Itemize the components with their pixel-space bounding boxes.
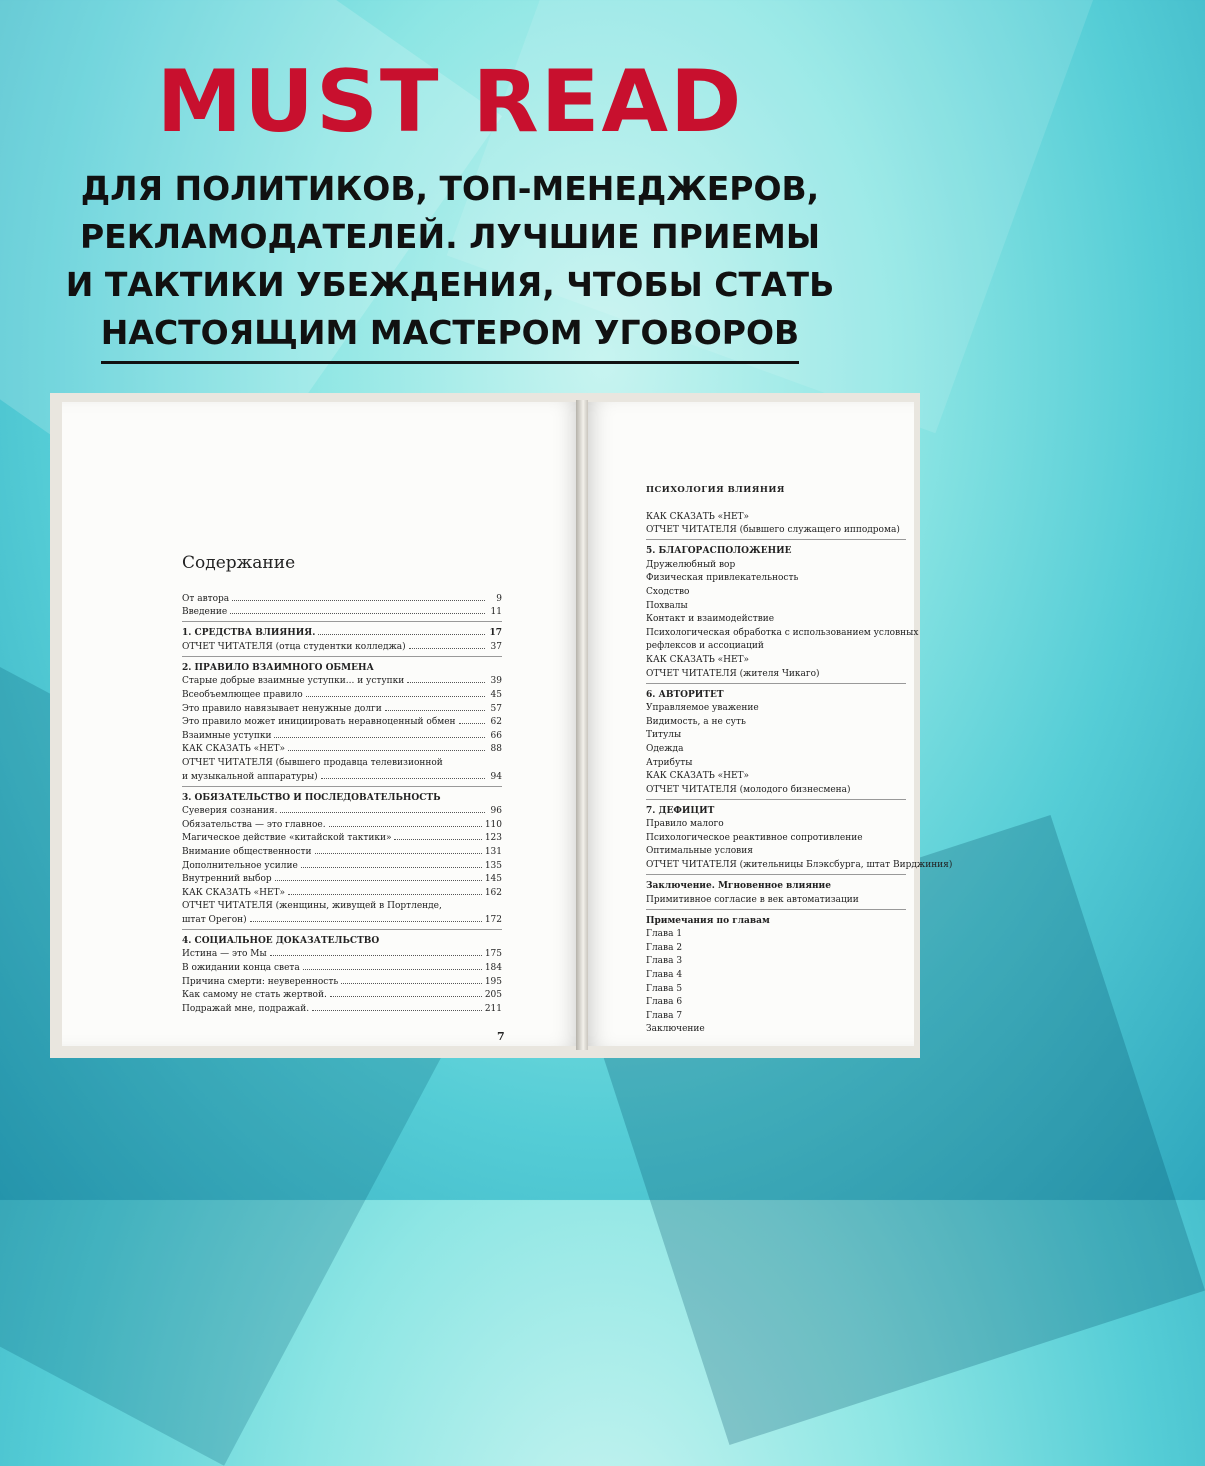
toc-section-heading [646, 683, 906, 700]
toc-page-number: 145 [484, 874, 502, 885]
toc-entry-title: Это правило может инициировать неравноценный обмен [182, 717, 456, 728]
toc-entry-title: От автора [182, 593, 230, 604]
toc-dot-leader [250, 921, 482, 922]
toc-entry [646, 740, 906, 754]
toc-entry [182, 714, 502, 728]
toc-dot-leader [301, 867, 482, 868]
toc-entry [182, 754, 502, 768]
page-number: 7 [497, 1030, 505, 1043]
toc-entry-title: Как самому не стать жертвой. [182, 990, 327, 1001]
toc-page-number: 211 [484, 1003, 502, 1014]
toc-entry [646, 966, 906, 980]
toc-entry-title: Обязательства — это главное. [182, 819, 326, 830]
toc-dot-leader [394, 839, 481, 840]
toc-dot-leader [321, 778, 485, 779]
toc-page-number: 17 [489, 628, 502, 639]
toc-entry [646, 768, 906, 782]
toc-entry-title: Глава 4 [646, 970, 683, 981]
toc-entry [646, 700, 906, 714]
toc-dot-leader [270, 955, 482, 956]
toc-dot-leader [288, 894, 482, 895]
toc-entry-title: Психологическая обработка с использованием условных [646, 627, 919, 638]
toc-entry-title: ОТЧЕТ ЧИТАТЕЛЯ (бывшего продавца телевизионной [182, 757, 443, 768]
toc-page-number: 172 [484, 914, 502, 925]
toc-entry-title: Примечания по главам [646, 915, 770, 926]
toc-entry-title: ОТЧЕТ ЧИТАТЕЛЯ (жительницы Блэксбурга, штат Вирджиния) [646, 860, 953, 871]
toc-dot-leader [329, 826, 482, 827]
toc-entry [182, 884, 502, 898]
toc-entry [646, 980, 906, 994]
toc-entry-title: Видимость, а не суть [646, 716, 746, 727]
toc-section-heading [646, 909, 906, 926]
must-read-headline: MUST READ [156, 52, 744, 152]
toc-entry-title: Дружелюбный вор [646, 559, 736, 570]
toc-entry-title: ОТЧЕТ ЧИТАТЕЛЯ (женщины, живущей в Портленде, [182, 901, 442, 912]
toc-entry [182, 803, 502, 817]
toc-entry-title: Титулы [646, 730, 682, 741]
toc-entry [646, 1021, 906, 1035]
toc-entry-title: КАК СКАЗАТЬ «НЕТ» [646, 771, 750, 782]
toc-entry-title: штат Орегон) [182, 914, 247, 925]
toc-section-heading [646, 799, 906, 816]
toc-entry-title: Глава 5 [646, 983, 683, 994]
toc-entry [182, 590, 502, 604]
toc-dot-leader [407, 682, 485, 683]
toc-entry-title: Причина смерти: неуверенность [182, 976, 339, 987]
toc-page-number: 135 [484, 860, 502, 871]
toc-entry-title: Сходство [646, 586, 690, 597]
toc-entry [182, 727, 502, 741]
toc-entry [646, 556, 906, 570]
toc-page-number: 96 [490, 806, 502, 817]
toc-dot-leader [318, 634, 485, 635]
toc-entry-title: Глава 6 [646, 997, 683, 1008]
toc-entry-title: ОТЧЕТ ЧИТАТЕЛЯ (жителя Чикаго) [646, 668, 820, 679]
toc-entry-title: КАК СКАЗАТЬ «НЕТ» [646, 511, 750, 522]
toc-dot-leader [312, 1010, 482, 1011]
toc-entry-title: Правило малого [646, 819, 724, 830]
toc-entry-title: Всеобъемлющее правило [182, 689, 303, 700]
toc-entry [646, 713, 906, 727]
toc-dot-leader [385, 710, 485, 711]
toc-page-number: 88 [490, 744, 502, 755]
toc-entry-title: Контакт и взаимодействие [646, 614, 775, 625]
toc-entry-title: ОТЧЕТ ЧИТАТЕЛЯ (молодого бизнесмена) [646, 784, 851, 795]
toc-entry-title: Глава 7 [646, 1010, 683, 1021]
toc-entry [646, 891, 906, 905]
toc-entry-title: Внимание общественности [182, 846, 312, 857]
toc-entry [646, 570, 906, 584]
toc-left-column [182, 590, 502, 1014]
toc-dot-leader [274, 737, 485, 738]
toc-dot-leader [306, 696, 485, 697]
running-head: ПСИХОЛОГИЯ ВЛИЯНИЯ [646, 485, 785, 495]
toc-dot-leader [459, 723, 485, 724]
toc-entry [646, 611, 906, 625]
toc-page-number: 195 [484, 976, 502, 987]
toc-entry-title: КАК СКАЗАТЬ «НЕТ» [182, 887, 286, 898]
toc-entry-title: КАК СКАЗАТЬ «НЕТ» [646, 654, 750, 665]
toc-section-heading [646, 539, 906, 556]
toc-entry-title: Старые добрые взаимные уступки... и уступки [182, 676, 405, 687]
toc-entry [182, 816, 502, 830]
toc-entry [182, 857, 502, 871]
toc-entry [646, 953, 906, 967]
toc-entry [646, 939, 906, 953]
toc-entry [182, 898, 502, 912]
toc-right-column [646, 485, 953, 1035]
toc-entry [646, 665, 906, 679]
book-spine-gutter [576, 400, 588, 1050]
toc-entry-title: 3. ОБЯЗАТЕЛЬСТВО И ПОСЛЕДОВАТЕЛЬНОСТЬ [182, 792, 441, 803]
toc-page-number: 123 [484, 833, 502, 844]
toc-entry [646, 856, 953, 871]
toc-page-number: 9 [496, 593, 502, 604]
toc-dot-leader [341, 983, 482, 984]
toc-page-number: 131 [484, 846, 502, 857]
toc-entry-title: Заключение [646, 1024, 705, 1035]
toc-entry-title: Глава 2 [646, 942, 683, 953]
toc-entry [646, 843, 906, 857]
toc-page-number: 62 [490, 717, 502, 728]
toc-entry [182, 843, 502, 857]
toc-entry-title: 5. БЛАГОРАСПОЛОЖЕНИЕ [646, 546, 792, 557]
toc-dot-leader [315, 853, 482, 854]
toc-page-number: 39 [490, 676, 502, 687]
toc-dot-leader [330, 996, 482, 997]
toc-entry-title: рефлексов и ассоциаций [646, 641, 764, 652]
toc-entry-title: 1. СРЕДСТВА ВЛИЯНИЯ. [182, 628, 316, 639]
toc-entry-title: Оптимальные условия [646, 846, 753, 857]
toc-entry [646, 727, 906, 741]
toc-entry-title: Физическая привлекательность [646, 573, 799, 584]
toc-entry-title: 7. ДЕФИЦИТ [646, 805, 715, 816]
toc-entry-title: Это правило навязывает ненужные долги [182, 703, 382, 714]
toc-entry [646, 754, 906, 768]
toc-page-number: 11 [490, 607, 502, 618]
toc-entry-title: Похвалы [646, 600, 688, 611]
toc-entry-title: Управляемое уважение [646, 703, 759, 714]
toc-entry [182, 604, 502, 618]
toc-entry [646, 816, 906, 830]
toc-page-number: 45 [490, 689, 502, 700]
toc-entry [182, 741, 502, 755]
toc-entry [182, 871, 502, 885]
toc-entry [646, 1007, 906, 1021]
toc-section-heading [182, 621, 502, 638]
toc-dot-leader [230, 613, 485, 614]
toc-dot-leader [232, 600, 485, 601]
promo-line: И ТАКТИКИ УБЕЖДЕНИЯ, ЧТОБЫ СТАТЬ [65, 265, 835, 304]
toc-entry [182, 673, 502, 687]
promo-subheadline [0, 165, 900, 364]
toc-entry [182, 973, 502, 987]
toc-entry-title: ОТЧЕТ ЧИТАТЕЛЯ (бывшего служащего ипподрома) [646, 525, 900, 536]
toc-entry [646, 829, 906, 843]
toc-entry [646, 583, 906, 597]
toc-entry-title: Суеверия сознания. [182, 806, 278, 817]
toc-section-heading [182, 786, 502, 803]
toc-entry-title: 6. АВТОРИТЕТ [646, 689, 724, 700]
toc-title: Содержание [182, 553, 296, 573]
toc-entry [182, 700, 502, 714]
toc-entry-title: Введение [182, 607, 228, 618]
toc-page-number: 37 [490, 641, 502, 652]
toc-page-number: 57 [490, 703, 502, 714]
toc-entry-title: Психологическое реактивное сопротивление [646, 832, 863, 843]
toc-page-number: 94 [490, 771, 502, 782]
toc-page-number: 175 [484, 949, 502, 960]
promo-line-underlined: НАСТОЯЩИМ МАСТЕРОМ УГОВОРОВ [101, 309, 799, 364]
toc-entry [182, 638, 502, 652]
toc-page-number: 205 [484, 990, 502, 1001]
toc-entry [646, 781, 906, 795]
toc-entry [646, 597, 906, 611]
toc-entry [646, 624, 919, 638]
toc-entry-title: Атрибуты [646, 757, 693, 768]
toc-section-heading [182, 929, 502, 946]
toc-entry [182, 830, 502, 844]
toc-entry-title: Истина — это Мы [182, 949, 267, 960]
toc-dot-leader [275, 880, 482, 881]
toc-entry-title: КАК СКАЗАТЬ «НЕТ» [182, 744, 286, 755]
toc-entry-title: Глава 1 [646, 929, 683, 940]
toc-entry-title: Дополнительное усилие [182, 860, 298, 871]
toc-entry [182, 1000, 502, 1014]
toc-entry [646, 508, 906, 522]
toc-entry-title: и музыкальной аппаратуры) [182, 771, 318, 782]
toc-entry [182, 686, 502, 700]
toc-entry-title: 2. ПРАВИЛО ВЗАИМНОГО ОБМЕНА [182, 662, 374, 673]
toc-page-number: 110 [484, 819, 502, 830]
toc-entry-title: Примитивное согласие в век автоматизации [646, 894, 859, 905]
toc-entry-title: В ожидании конца света [182, 963, 300, 974]
toc-entry-title: Глава 3 [646, 956, 683, 967]
promo-line: РЕКЛАМОДАТЕЛЕЙ. ЛУЧШИЕ ПРИЕМЫ [79, 217, 821, 256]
toc-section-heading [646, 874, 906, 891]
toc-page-number: 162 [484, 887, 502, 898]
toc-entry-title: Взаимные уступки [182, 730, 272, 741]
toc-entry [182, 987, 502, 1001]
toc-entry [182, 959, 502, 973]
toc-entry [646, 926, 906, 940]
toc-entry-title: 4. СОЦИАЛЬНОЕ ДОКАЗАТЕЛЬСТВО [182, 935, 380, 946]
toc-page-number: 66 [490, 730, 502, 741]
toc-entry-title: Магическое действие «китайской тактики» [182, 833, 392, 844]
toc-entry-title: Одежда [646, 743, 684, 754]
toc-entry-title: Заключение. Мгновенное влияние [646, 881, 831, 892]
toc-entry [646, 651, 906, 665]
toc-entry [646, 638, 906, 652]
toc-entry [182, 911, 502, 925]
toc-dot-leader [288, 750, 485, 751]
toc-entry-title: Подражай мне, подражай. [182, 1003, 310, 1014]
toc-section-heading [182, 656, 502, 673]
toc-dot-leader [409, 648, 485, 649]
toc-entry-title: Внутренний выбор [182, 874, 272, 885]
toc-dot-leader [280, 812, 485, 813]
toc-entry [646, 522, 906, 536]
toc-entry [182, 768, 502, 782]
toc-entry [646, 994, 906, 1008]
toc-entry [182, 946, 502, 960]
toc-dot-leader [303, 969, 482, 970]
promo-line: ДЛЯ ПОЛИТИКОВ, ТОП-МЕНЕДЖЕРОВ, [80, 169, 820, 208]
toc-entry-title: ОТЧЕТ ЧИТАТЕЛЯ (отца студентки колледжа) [182, 641, 406, 652]
toc-page-number: 184 [484, 963, 502, 974]
